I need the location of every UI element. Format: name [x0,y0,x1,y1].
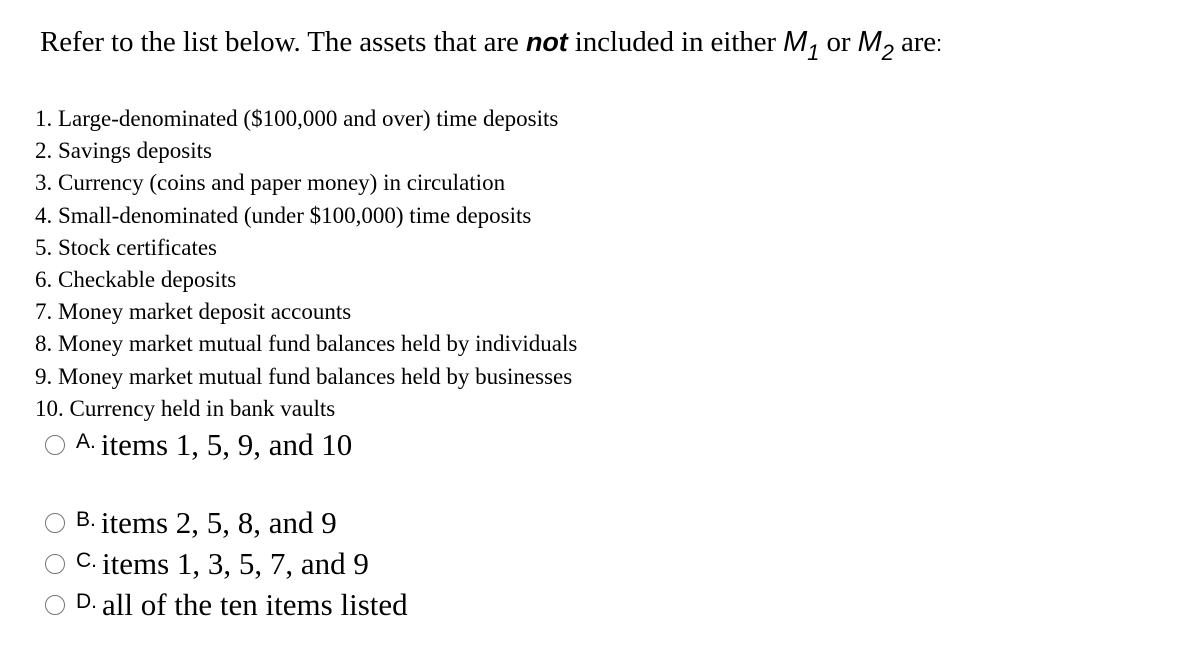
list-item: 5. Stock certificates [35,234,218,260]
choice-letter: A. [76,430,96,453]
choice-letter: C. [76,549,97,572]
radio-button-b[interactable] [45,513,65,533]
question-prefix: Refer to the list below. The assets that are [40,26,519,58]
m2-subscript: 2 [881,40,894,65]
list-item: 1. Large-denominated ($100,000 and over) time deposits [35,106,559,131]
choice-letter: D. [76,590,97,613]
list-item: 6. Checkable deposits [35,266,237,292]
choice-text: items 1, 5, 9, and 10 [100,427,353,462]
asset-list [35,103,577,425]
question-suffix: are [900,26,937,58]
m1-subscript: 1 [807,40,820,65]
list-item: 9. Money market mutual fund balances held by businesses [35,363,573,389]
radio-button-d[interactable] [45,595,65,615]
question-connector: or [826,26,851,58]
list-item: 7. Money market deposit accounts [35,299,352,325]
choice-letter: B. [76,508,96,531]
choice-d[interactable] [45,587,408,623]
choice-text: all of the ten items listed [102,587,408,622]
list-item: 10. Currency held in bank vaults [35,395,336,421]
m2-symbol: $M_2$ [857,26,894,65]
choice-a[interactable] [45,427,352,463]
list-item: 8. Money market mutual fund balances held by individuals [35,331,578,357]
question-middle: included in either [574,26,776,58]
question-colon: : [936,31,943,56]
choice-text: items 1, 3, 5, 7, and 9 [102,546,369,581]
list-item: 4. Small-denominated (under $100,000) time deposits [35,202,532,228]
m1-symbol: $M_1$ [783,26,820,65]
choice-b[interactable] [45,505,337,541]
choice-text: items 2, 5, 8, and 9 [100,505,337,540]
radio-button-c[interactable] [45,554,65,574]
question-text [40,26,943,65]
choice-c[interactable] [45,546,369,582]
question-emphasis: not [525,27,568,57]
list-item: 2. Savings deposits [35,138,212,164]
list-item: 3. Currency (coins and paper money) in circulation [35,170,506,196]
radio-button-a[interactable] [45,435,65,455]
